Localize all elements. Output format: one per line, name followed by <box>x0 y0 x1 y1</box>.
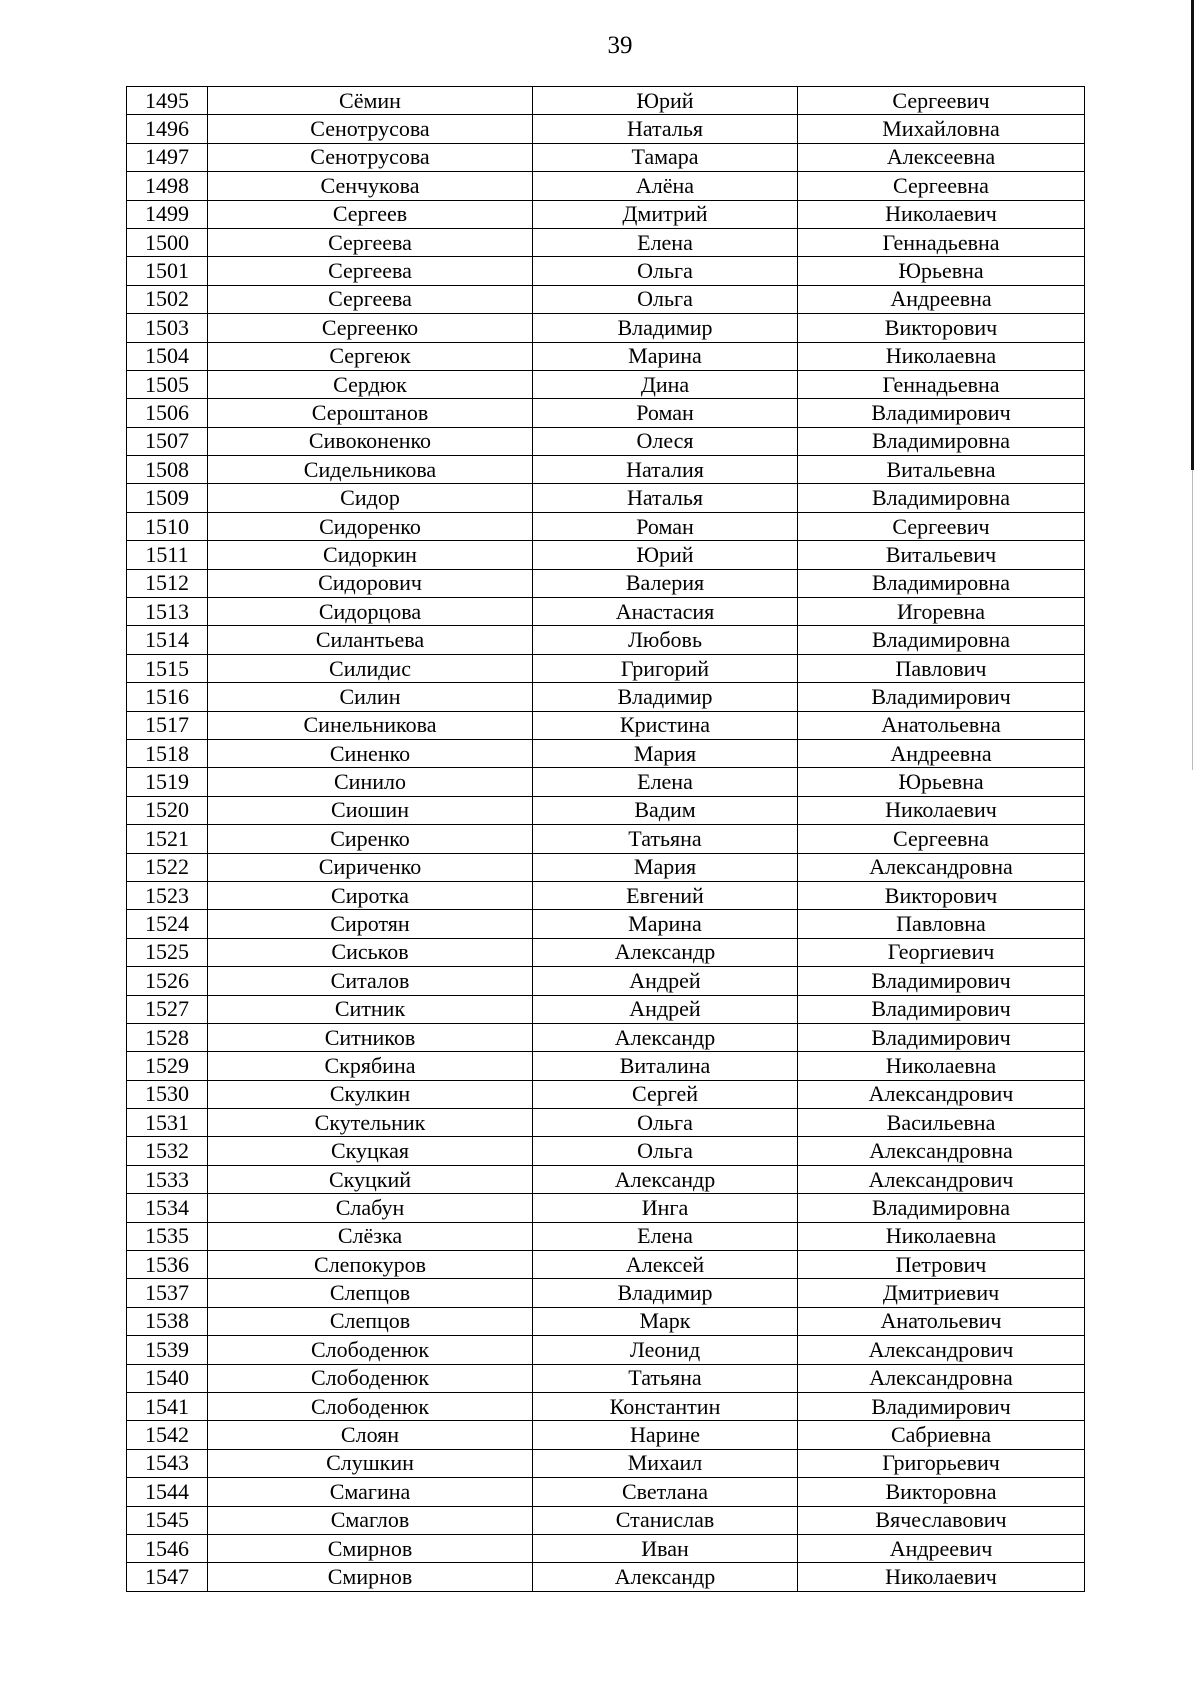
first-name-cell: Александр <box>533 1165 798 1193</box>
row-number-cell: 1497 <box>127 143 208 171</box>
surname-cell: Смирнов <box>208 1563 533 1591</box>
surname-cell: Синельникова <box>208 711 533 739</box>
row-number-cell: 1538 <box>127 1307 208 1335</box>
patronymic-cell: Юрьевна <box>798 768 1085 796</box>
row-number-cell: 1508 <box>127 456 208 484</box>
patronymic-cell: Витальевна <box>798 456 1085 484</box>
first-name-cell: Алексей <box>533 1251 798 1279</box>
row-number-cell: 1530 <box>127 1080 208 1108</box>
first-name-cell: Дина <box>533 370 798 398</box>
table-row <box>127 1279 1085 1307</box>
surname-cell: Сердюк <box>208 370 533 398</box>
patronymic-cell: Александрович <box>798 1080 1085 1108</box>
surname-cell: Слободенюк <box>208 1364 533 1392</box>
table-row <box>127 1194 1085 1222</box>
first-name-cell: Юрий <box>533 87 798 115</box>
first-name-cell: Александр <box>533 938 798 966</box>
table-row <box>127 1336 1085 1364</box>
patronymic-cell: Владимирович <box>798 995 1085 1023</box>
patronymic-cell: Николаевна <box>798 1052 1085 1080</box>
patronymic-cell: Витальевич <box>798 541 1085 569</box>
patronymic-cell: Владимирович <box>798 399 1085 427</box>
surname-cell: Сергеева <box>208 285 533 313</box>
table-row <box>127 1506 1085 1534</box>
patronymic-cell: Александровна <box>798 1137 1085 1165</box>
surname-cell: Скуцкая <box>208 1137 533 1165</box>
first-name-cell: Нарине <box>533 1421 798 1449</box>
surname-cell: Синило <box>208 768 533 796</box>
table-row <box>127 853 1085 881</box>
table-row <box>127 881 1085 909</box>
patronymic-cell: Сергеевна <box>798 825 1085 853</box>
patronymic-cell: Геннадьевна <box>798 228 1085 256</box>
surname-cell: Сидоркин <box>208 541 533 569</box>
surname-cell: Сиротян <box>208 910 533 938</box>
surname-cell: Слабун <box>208 1194 533 1222</box>
patronymic-cell: Павлович <box>798 654 1085 682</box>
first-name-cell: Сергей <box>533 1080 798 1108</box>
table-row <box>127 626 1085 654</box>
first-name-cell: Светлана <box>533 1478 798 1506</box>
patronymic-cell: Сергеевна <box>798 172 1085 200</box>
table-row <box>127 1222 1085 1250</box>
first-name-cell: Роман <box>533 512 798 540</box>
table-row <box>127 1364 1085 1392</box>
table-row <box>127 654 1085 682</box>
surname-cell: Сивоконенко <box>208 427 533 455</box>
row-number-cell: 1523 <box>127 881 208 909</box>
surname-cell: Ситалов <box>208 967 533 995</box>
surname-cell: Ситников <box>208 1023 533 1051</box>
patronymic-cell: Владимирович <box>798 967 1085 995</box>
row-number-cell: 1534 <box>127 1194 208 1222</box>
surname-cell: Сиротка <box>208 881 533 909</box>
row-number-cell: 1545 <box>127 1506 208 1534</box>
row-number-cell: 1512 <box>127 569 208 597</box>
table-row <box>127 143 1085 171</box>
table-row <box>127 768 1085 796</box>
first-name-cell: Ольга <box>533 285 798 313</box>
patronymic-cell: Николаевна <box>798 1222 1085 1250</box>
surname-cell: Смагина <box>208 1478 533 1506</box>
row-number-cell: 1516 <box>127 683 208 711</box>
patronymic-cell: Александрович <box>798 1336 1085 1364</box>
row-number-cell: 1528 <box>127 1023 208 1051</box>
patronymic-cell: Сергеевич <box>798 87 1085 115</box>
table-row <box>127 1307 1085 1335</box>
surname-cell: Сидорович <box>208 569 533 597</box>
first-name-cell: Виталина <box>533 1052 798 1080</box>
row-number-cell: 1517 <box>127 711 208 739</box>
surname-cell: Сергеева <box>208 257 533 285</box>
first-name-cell: Тамара <box>533 143 798 171</box>
table-row <box>127 739 1085 767</box>
patronymic-cell: Геннадьевна <box>798 370 1085 398</box>
table-row <box>127 1137 1085 1165</box>
surname-cell: Сидор <box>208 484 533 512</box>
first-name-cell: Татьяна <box>533 825 798 853</box>
surname-cell: Сенотрусова <box>208 143 533 171</box>
surname-cell: Ситник <box>208 995 533 1023</box>
first-name-cell: Марина <box>533 910 798 938</box>
surname-cell: Сергеюк <box>208 342 533 370</box>
table-row <box>127 512 1085 540</box>
surname-cell: Сиренко <box>208 825 533 853</box>
first-name-cell: Ольга <box>533 1109 798 1137</box>
row-number-cell: 1501 <box>127 257 208 285</box>
surname-cell: Слепцов <box>208 1307 533 1335</box>
first-name-cell: Наталья <box>533 115 798 143</box>
row-number-cell: 1514 <box>127 626 208 654</box>
first-name-cell: Владимир <box>533 314 798 342</box>
row-number-cell: 1532 <box>127 1137 208 1165</box>
row-number-cell: 1540 <box>127 1364 208 1392</box>
row-number-cell: 1513 <box>127 598 208 626</box>
surname-cell: Сидельникова <box>208 456 533 484</box>
table-row <box>127 796 1085 824</box>
table-row <box>127 1052 1085 1080</box>
patronymic-cell: Вячеславович <box>798 1506 1085 1534</box>
row-number-cell: 1503 <box>127 314 208 342</box>
first-name-cell: Елена <box>533 1222 798 1250</box>
first-name-cell: Олеся <box>533 427 798 455</box>
patronymic-cell: Владимирович <box>798 1392 1085 1420</box>
table-row <box>127 1478 1085 1506</box>
row-number-cell: 1542 <box>127 1421 208 1449</box>
row-number-cell: 1544 <box>127 1478 208 1506</box>
first-name-cell: Иван <box>533 1534 798 1562</box>
first-name-cell: Любовь <box>533 626 798 654</box>
row-number-cell: 1524 <box>127 910 208 938</box>
first-name-cell: Дмитрий <box>533 200 798 228</box>
first-name-cell: Елена <box>533 228 798 256</box>
row-number-cell: 1533 <box>127 1165 208 1193</box>
surname-cell: Силидис <box>208 654 533 682</box>
first-name-cell: Кристина <box>533 711 798 739</box>
table-row <box>127 569 1085 597</box>
first-name-cell: Анастасия <box>533 598 798 626</box>
patronymic-cell: Павловна <box>798 910 1085 938</box>
page-number: 39 <box>607 32 633 59</box>
scan-edge-line-faint <box>1192 470 1193 770</box>
first-name-cell: Инга <box>533 1194 798 1222</box>
table-row <box>127 825 1085 853</box>
patronymic-cell: Владимировна <box>798 484 1085 512</box>
surname-cell: Слободенюк <box>208 1392 533 1420</box>
table-row <box>127 1165 1085 1193</box>
surname-cell: Слободенюк <box>208 1336 533 1364</box>
row-number-cell: 1495 <box>127 87 208 115</box>
first-name-cell: Марина <box>533 342 798 370</box>
table-row <box>127 285 1085 313</box>
row-number-cell: 1509 <box>127 484 208 512</box>
table-row <box>127 938 1085 966</box>
patronymic-cell: Дмитриевич <box>798 1279 1085 1307</box>
first-name-cell: Валерия <box>533 569 798 597</box>
table-row <box>127 1421 1085 1449</box>
patronymic-cell: Васильевна <box>798 1109 1085 1137</box>
row-number-cell: 1539 <box>127 1336 208 1364</box>
row-number-cell: 1499 <box>127 200 208 228</box>
table-row <box>127 228 1085 256</box>
patronymic-cell: Анатольевич <box>798 1307 1085 1335</box>
first-name-cell: Ольга <box>533 257 798 285</box>
first-name-cell: Александр <box>533 1563 798 1591</box>
row-number-cell: 1498 <box>127 172 208 200</box>
surname-cell: Силин <box>208 683 533 711</box>
first-name-cell: Мария <box>533 739 798 767</box>
first-name-cell: Михаил <box>533 1449 798 1477</box>
table-row <box>127 257 1085 285</box>
first-name-cell: Евгений <box>533 881 798 909</box>
surname-cell: Слёзка <box>208 1222 533 1250</box>
table-row <box>127 1251 1085 1279</box>
row-number-cell: 1502 <box>127 285 208 313</box>
surname-cell: Сириченко <box>208 853 533 881</box>
table-row <box>127 1563 1085 1591</box>
row-number-cell: 1507 <box>127 427 208 455</box>
patronymic-cell: Юрьевна <box>798 257 1085 285</box>
row-number-cell: 1547 <box>127 1563 208 1591</box>
table-row <box>127 995 1085 1023</box>
first-name-cell: Леонид <box>533 1336 798 1364</box>
surname-cell: Сидоренко <box>208 512 533 540</box>
surname-cell: Слоян <box>208 1421 533 1449</box>
patronymic-cell: Владимирович <box>798 1023 1085 1051</box>
row-number-cell: 1496 <box>127 115 208 143</box>
table-row <box>127 683 1085 711</box>
first-name-cell: Ольга <box>533 1137 798 1165</box>
row-number-cell: 1505 <box>127 370 208 398</box>
table-row <box>127 115 1085 143</box>
table-row <box>127 399 1085 427</box>
names-table-body <box>127 87 1085 1592</box>
patronymic-cell: Александровна <box>798 853 1085 881</box>
patronymic-cell: Викторовна <box>798 1478 1085 1506</box>
table-row <box>127 967 1085 995</box>
patronymic-cell: Николаевич <box>798 1563 1085 1591</box>
row-number-cell: 1500 <box>127 228 208 256</box>
table-row <box>127 1080 1085 1108</box>
row-number-cell: 1504 <box>127 342 208 370</box>
table-row <box>127 1109 1085 1137</box>
row-number-cell: 1510 <box>127 512 208 540</box>
table-row <box>127 87 1085 115</box>
surname-cell: Синенко <box>208 739 533 767</box>
row-number-cell: 1531 <box>127 1109 208 1137</box>
patronymic-cell: Викторович <box>798 881 1085 909</box>
table-row <box>127 314 1085 342</box>
first-name-cell: Алёна <box>533 172 798 200</box>
row-number-cell: 1519 <box>127 768 208 796</box>
surname-cell: Сергеев <box>208 200 533 228</box>
row-number-cell: 1506 <box>127 399 208 427</box>
table-row <box>127 427 1085 455</box>
surname-cell: Сергеенко <box>208 314 533 342</box>
first-name-cell: Григорий <box>533 654 798 682</box>
patronymic-cell: Николаевна <box>798 342 1085 370</box>
table-row <box>127 1449 1085 1477</box>
row-number-cell: 1526 <box>127 967 208 995</box>
table-row <box>127 541 1085 569</box>
patronymic-cell: Владимировна <box>798 427 1085 455</box>
patronymic-cell: Владимировна <box>798 569 1085 597</box>
patronymic-cell: Андреевна <box>798 285 1085 313</box>
first-name-cell: Андрей <box>533 995 798 1023</box>
first-name-cell: Юрий <box>533 541 798 569</box>
patronymic-cell: Александрович <box>798 1165 1085 1193</box>
patronymic-cell: Анатольевна <box>798 711 1085 739</box>
patronymic-cell: Сергеевич <box>798 512 1085 540</box>
row-number-cell: 1543 <box>127 1449 208 1477</box>
surname-cell: Скутельник <box>208 1109 533 1137</box>
row-number-cell: 1535 <box>127 1222 208 1250</box>
patronymic-cell: Владимировна <box>798 1194 1085 1222</box>
first-name-cell: Марк <box>533 1307 798 1335</box>
surname-cell: Слепцов <box>208 1279 533 1307</box>
patronymic-cell: Михайловна <box>798 115 1085 143</box>
patronymic-cell: Николаевич <box>798 796 1085 824</box>
first-name-cell: Станислав <box>533 1506 798 1534</box>
first-name-cell: Вадим <box>533 796 798 824</box>
surname-cell: Сидорцова <box>208 598 533 626</box>
row-number-cell: 1511 <box>127 541 208 569</box>
row-number-cell: 1521 <box>127 825 208 853</box>
surname-cell: Сенчукова <box>208 172 533 200</box>
scan-edge-line <box>1191 0 1194 470</box>
patronymic-cell: Андреевна <box>798 739 1085 767</box>
row-number-cell: 1541 <box>127 1392 208 1420</box>
row-number-cell: 1527 <box>127 995 208 1023</box>
row-number-cell: 1515 <box>127 654 208 682</box>
surname-cell: Скрябина <box>208 1052 533 1080</box>
surname-cell: Сиськов <box>208 938 533 966</box>
surname-cell: Сероштанов <box>208 399 533 427</box>
first-name-cell: Татьяна <box>533 1364 798 1392</box>
patronymic-cell: Владимирович <box>798 683 1085 711</box>
surname-cell: Слушкин <box>208 1449 533 1477</box>
surname-cell: Скулкин <box>208 1080 533 1108</box>
patronymic-cell: Викторович <box>798 314 1085 342</box>
surname-cell: Сёмин <box>208 87 533 115</box>
surname-cell: Смаглов <box>208 1506 533 1534</box>
row-number-cell: 1520 <box>127 796 208 824</box>
patronymic-cell: Алексеевна <box>798 143 1085 171</box>
patronymic-cell: Сабриевна <box>798 1421 1085 1449</box>
table-row <box>127 910 1085 938</box>
row-number-cell: 1518 <box>127 739 208 767</box>
surname-cell: Слепокуров <box>208 1251 533 1279</box>
row-number-cell: 1546 <box>127 1534 208 1562</box>
row-number-cell: 1536 <box>127 1251 208 1279</box>
surname-cell: Скуцкий <box>208 1165 533 1193</box>
names-table <box>126 86 1085 1592</box>
first-name-cell: Елена <box>533 768 798 796</box>
patronymic-cell: Игоревна <box>798 598 1085 626</box>
table-row <box>127 1392 1085 1420</box>
first-name-cell: Владимир <box>533 683 798 711</box>
row-number-cell: 1529 <box>127 1052 208 1080</box>
first-name-cell: Андрей <box>533 967 798 995</box>
patronymic-cell: Владимировна <box>798 626 1085 654</box>
table-row <box>127 172 1085 200</box>
patronymic-cell: Андреевич <box>798 1534 1085 1562</box>
first-name-cell: Константин <box>533 1392 798 1420</box>
first-name-cell: Наталия <box>533 456 798 484</box>
first-name-cell: Роман <box>533 399 798 427</box>
first-name-cell: Наталья <box>533 484 798 512</box>
patronymic-cell: Александровна <box>798 1364 1085 1392</box>
table-row <box>127 1534 1085 1562</box>
table-row <box>127 711 1085 739</box>
first-name-cell: Александр <box>533 1023 798 1051</box>
table-row <box>127 598 1085 626</box>
table-row <box>127 200 1085 228</box>
table-row <box>127 342 1085 370</box>
table-row <box>127 484 1085 512</box>
surname-cell: Сиошин <box>208 796 533 824</box>
row-number-cell: 1537 <box>127 1279 208 1307</box>
row-number-cell: 1522 <box>127 853 208 881</box>
table-row <box>127 370 1085 398</box>
surname-cell: Силантьева <box>208 626 533 654</box>
surname-cell: Сенотрусова <box>208 115 533 143</box>
patronymic-cell: Григорьевич <box>798 1449 1085 1477</box>
patronymic-cell: Николаевич <box>798 200 1085 228</box>
first-name-cell: Мария <box>533 853 798 881</box>
patronymic-cell: Георгиевич <box>798 938 1085 966</box>
patronymic-cell: Петрович <box>798 1251 1085 1279</box>
first-name-cell: Владимир <box>533 1279 798 1307</box>
table-row <box>127 1023 1085 1051</box>
surname-cell: Смирнов <box>208 1534 533 1562</box>
surname-cell: Сергеева <box>208 228 533 256</box>
row-number-cell: 1525 <box>127 938 208 966</box>
table-row <box>127 456 1085 484</box>
